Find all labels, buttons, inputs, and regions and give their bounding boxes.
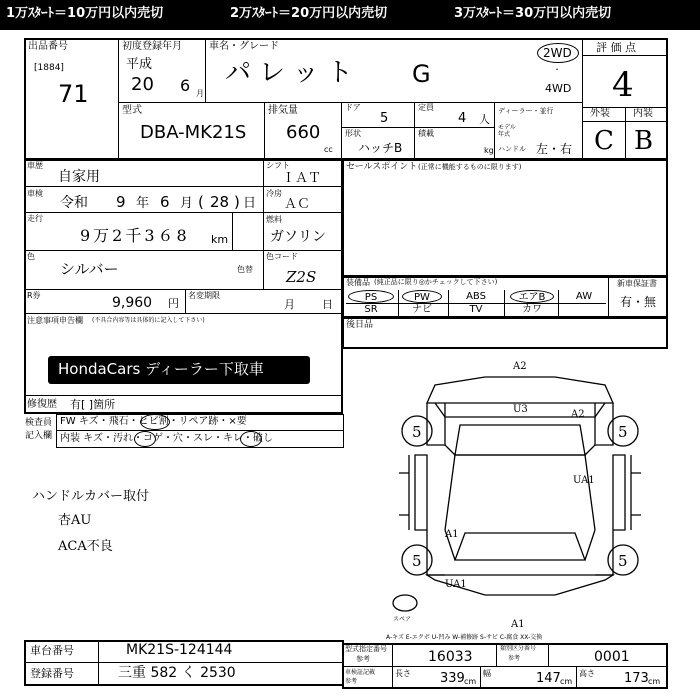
drive-2wd: 2WD xyxy=(543,46,572,60)
inspection-day: 28 xyxy=(210,193,230,211)
length-unit: cm xyxy=(464,677,477,686)
color-code-value: Z2S xyxy=(286,268,317,286)
check-circle-sure xyxy=(240,431,262,447)
sales-point-label: セールスポイント xyxy=(346,162,418,172)
mileage-unit: km xyxy=(211,233,229,246)
doors-value: 5 xyxy=(380,111,389,126)
model-designation-value: 16033 xyxy=(428,649,473,665)
model-designation-sub: 参考 xyxy=(356,655,370,663)
category-value: 0001 xyxy=(594,649,630,665)
equip-leather[interactable]: カワ xyxy=(522,304,542,315)
mark-u3: U3 xyxy=(513,404,528,415)
color-label: 色 xyxy=(27,252,35,261)
sales-point-sub: (正常に機能するものに限ります) xyxy=(418,163,522,171)
handle-value: 左・右 xyxy=(536,142,573,156)
width-unit: cm xyxy=(560,677,573,686)
handle-label: ハンドル xyxy=(498,145,526,153)
reg-label: 初度登録年月 xyxy=(122,41,182,52)
score-label: 評 価 点 xyxy=(596,41,636,54)
check-label-1: 検査員 xyxy=(25,418,53,428)
diagram-legend: A-キズ E-エクボ U-凹み W-補修跡 S-サビ C-腐食 XX-交換 xyxy=(386,634,543,641)
lot-number: 71 xyxy=(58,80,89,108)
score-value: 4 xyxy=(612,65,634,105)
inspection-d: 日 xyxy=(243,196,257,211)
car-label: 車名・グレード xyxy=(209,41,279,52)
width-label: 幅 xyxy=(483,669,491,678)
recycle-unit: 円 xyxy=(168,297,179,310)
notes-sub: (不具合内容等は具体的に記入して下さい) xyxy=(92,317,205,324)
fuel-label: 燃料 xyxy=(266,215,282,224)
tire-rear-left: 5 xyxy=(412,552,422,570)
model-designation-label: 型式指定番号 xyxy=(345,645,387,653)
repair-value: 有[ ]箇所 xyxy=(70,398,116,411)
equip-aw[interactable]: AW xyxy=(575,291,593,302)
car-grade: G xyxy=(412,60,431,88)
inspection-year: 9 xyxy=(116,193,126,211)
name-change-label: 名変期限 xyxy=(188,291,220,300)
equip-ps[interactable]: PS xyxy=(348,290,394,303)
check-circle-yogore xyxy=(134,431,156,447)
displacement-unit: cc xyxy=(324,145,333,154)
category-sub: 参考 xyxy=(508,655,521,662)
mark-ua1-right: UA1 xyxy=(573,475,595,486)
lot-label: 出品番号 xyxy=(28,41,68,52)
price-rule-3: 3万ｽﾀｰﾄ＝30万円以内売切 xyxy=(454,6,612,21)
length-value: 339 xyxy=(440,671,465,686)
drive-4wd: 4WD xyxy=(545,82,572,95)
price-rule-1: 1万ｽﾀｰﾄ＝10万円以内売切 xyxy=(6,6,164,21)
dealer-label: ディーラー・並行 xyxy=(498,107,554,115)
recycle-value: 9,960 xyxy=(112,295,153,311)
reg-month: 6 xyxy=(180,76,191,95)
displacement-value: 660 xyxy=(286,122,321,143)
lot-sub: [1884] xyxy=(34,63,64,73)
length-label: 長さ xyxy=(395,669,411,678)
inspection-paren-open: ( xyxy=(198,193,204,211)
equip-airbag[interactable]: エアB xyxy=(510,290,554,303)
handwritten-note-3: ACA不良 xyxy=(58,539,113,554)
reg-sub-label: 車検証記載 参考 xyxy=(345,669,376,685)
price-rule-2: 2万ｽﾀｰﾄ＝20万円以内売切 xyxy=(230,6,388,21)
notes-label: 注意事項申告欄 xyxy=(27,316,83,325)
mark-ua1-left: UA1 xyxy=(445,579,467,590)
recycle-label: R券 xyxy=(27,291,41,300)
warranty-value: 有・無 xyxy=(620,295,657,309)
equip-tv[interactable]: TV xyxy=(469,304,483,315)
spare-label: スペア xyxy=(393,616,412,623)
capacity-value: 4 xyxy=(458,111,467,126)
drive-dot: ・ xyxy=(553,65,561,74)
reg-month-unit: 月 xyxy=(196,89,204,98)
name-change-day: 日 xyxy=(322,298,333,311)
ac-label: 冷房 xyxy=(266,189,282,198)
chassis-label: 車台番号 xyxy=(30,644,74,657)
mileage-value: 9万2千3６8 xyxy=(80,226,190,245)
tire-rear-right: 5 xyxy=(618,552,628,570)
score-int-label: 内装 xyxy=(633,108,653,119)
equip-pw[interactable]: PW xyxy=(402,290,442,303)
load-unit: kg xyxy=(484,146,494,155)
height-label: 高さ xyxy=(579,669,595,678)
plate-label: 登録番号 xyxy=(30,667,74,680)
body-use-value: 自家用 xyxy=(58,169,100,185)
color-value: シルバー xyxy=(60,260,119,278)
model-label: 型式 xyxy=(122,105,142,116)
rear-seat-frame xyxy=(342,317,668,349)
shift-value: ＩＡＴ xyxy=(282,171,322,186)
name-change-month: 月 xyxy=(284,298,295,311)
equip-navi[interactable]: ナビ xyxy=(412,304,432,315)
handwritten-note-2: 杏AU xyxy=(58,513,92,528)
reg-year: 20 xyxy=(131,74,154,95)
inspection-era: 令和 xyxy=(60,195,88,211)
displacement-label: 排気量 xyxy=(268,105,298,116)
shift-label: シフト xyxy=(266,161,290,170)
inspection-m: 月 xyxy=(180,196,194,211)
mark-a1-bottom: A1 xyxy=(511,619,525,630)
car-name: パレット xyxy=(225,58,361,88)
handwritten-note-1: ハンドルカバー取付 xyxy=(32,489,150,504)
model-value: DBA-MK21S xyxy=(140,122,247,143)
mark-a2-top: A2 xyxy=(513,361,527,372)
mark-a2-right: A2 xyxy=(571,409,585,420)
color-code-label: 色コード xyxy=(266,252,298,261)
reg-era: 平成 xyxy=(126,57,153,72)
fuel-value: ガソリン xyxy=(270,229,326,245)
check-label-2: 記入欄 xyxy=(25,431,53,441)
height-unit: cm xyxy=(648,677,661,686)
equip-abs[interactable]: ABS xyxy=(466,291,486,302)
car-damage-diagram xyxy=(385,355,655,630)
rear-seat-label: 後日品 xyxy=(346,320,374,330)
equipment-sub: (純正品に限り◎かチェックして下さい) xyxy=(374,278,498,286)
equip-sr[interactable]: SR xyxy=(364,304,378,315)
capacity-label: 定員 xyxy=(418,103,434,112)
inspection-label: 車検 xyxy=(27,189,43,198)
chassis-value: MK21S-124144 xyxy=(126,642,233,658)
score-ext-label: 外装 xyxy=(590,108,610,119)
shape-value: ハッチB xyxy=(358,141,403,155)
mark-a1-center: A1 xyxy=(445,529,459,540)
tire-front-right: 5 xyxy=(618,423,628,441)
ac-value: ＡＣ xyxy=(284,197,311,212)
check-circle-ishi xyxy=(140,414,170,430)
equipment-label: 装備品 xyxy=(346,278,370,287)
sales-point-frame xyxy=(342,159,668,277)
load-label: 積載 xyxy=(418,129,434,138)
doors-label: ドア xyxy=(345,103,361,112)
body-use-label: 車歴 xyxy=(27,161,43,170)
plate-value: 三重 582 く 2530 xyxy=(118,665,236,681)
check-row-2: 内装 キズ・汚れ・コゲ・穴・スレ・キレ・破し xyxy=(60,433,273,444)
model-year-label: モデル 年式 xyxy=(498,124,516,138)
tire-front-left: 5 xyxy=(412,423,422,441)
inspection-y: 年 xyxy=(136,196,150,211)
mileage-label: 走行 xyxy=(27,214,43,223)
height-value: 173 xyxy=(624,671,649,686)
check-row-1: FW キズ・飛石・ヒビ割・リペア跡・×要 xyxy=(60,416,247,427)
score-ext: C xyxy=(594,126,614,156)
color-change-label: 色替 xyxy=(237,265,253,274)
repair-label: 修復歴 xyxy=(27,399,57,410)
category-label: 類別区分番号 xyxy=(500,645,537,652)
score-int: B xyxy=(634,126,654,156)
width-value: 147 xyxy=(536,671,561,686)
shape-label: 形状 xyxy=(345,129,361,138)
capacity-unit: 人 xyxy=(479,113,490,126)
inspection-month: 6 xyxy=(160,193,170,211)
inspection-paren-close: ) xyxy=(234,193,240,211)
warranty-label: 新車保証書 xyxy=(617,279,657,288)
notes-banner-text: HondaCars ディーラー下取車 xyxy=(58,360,264,378)
